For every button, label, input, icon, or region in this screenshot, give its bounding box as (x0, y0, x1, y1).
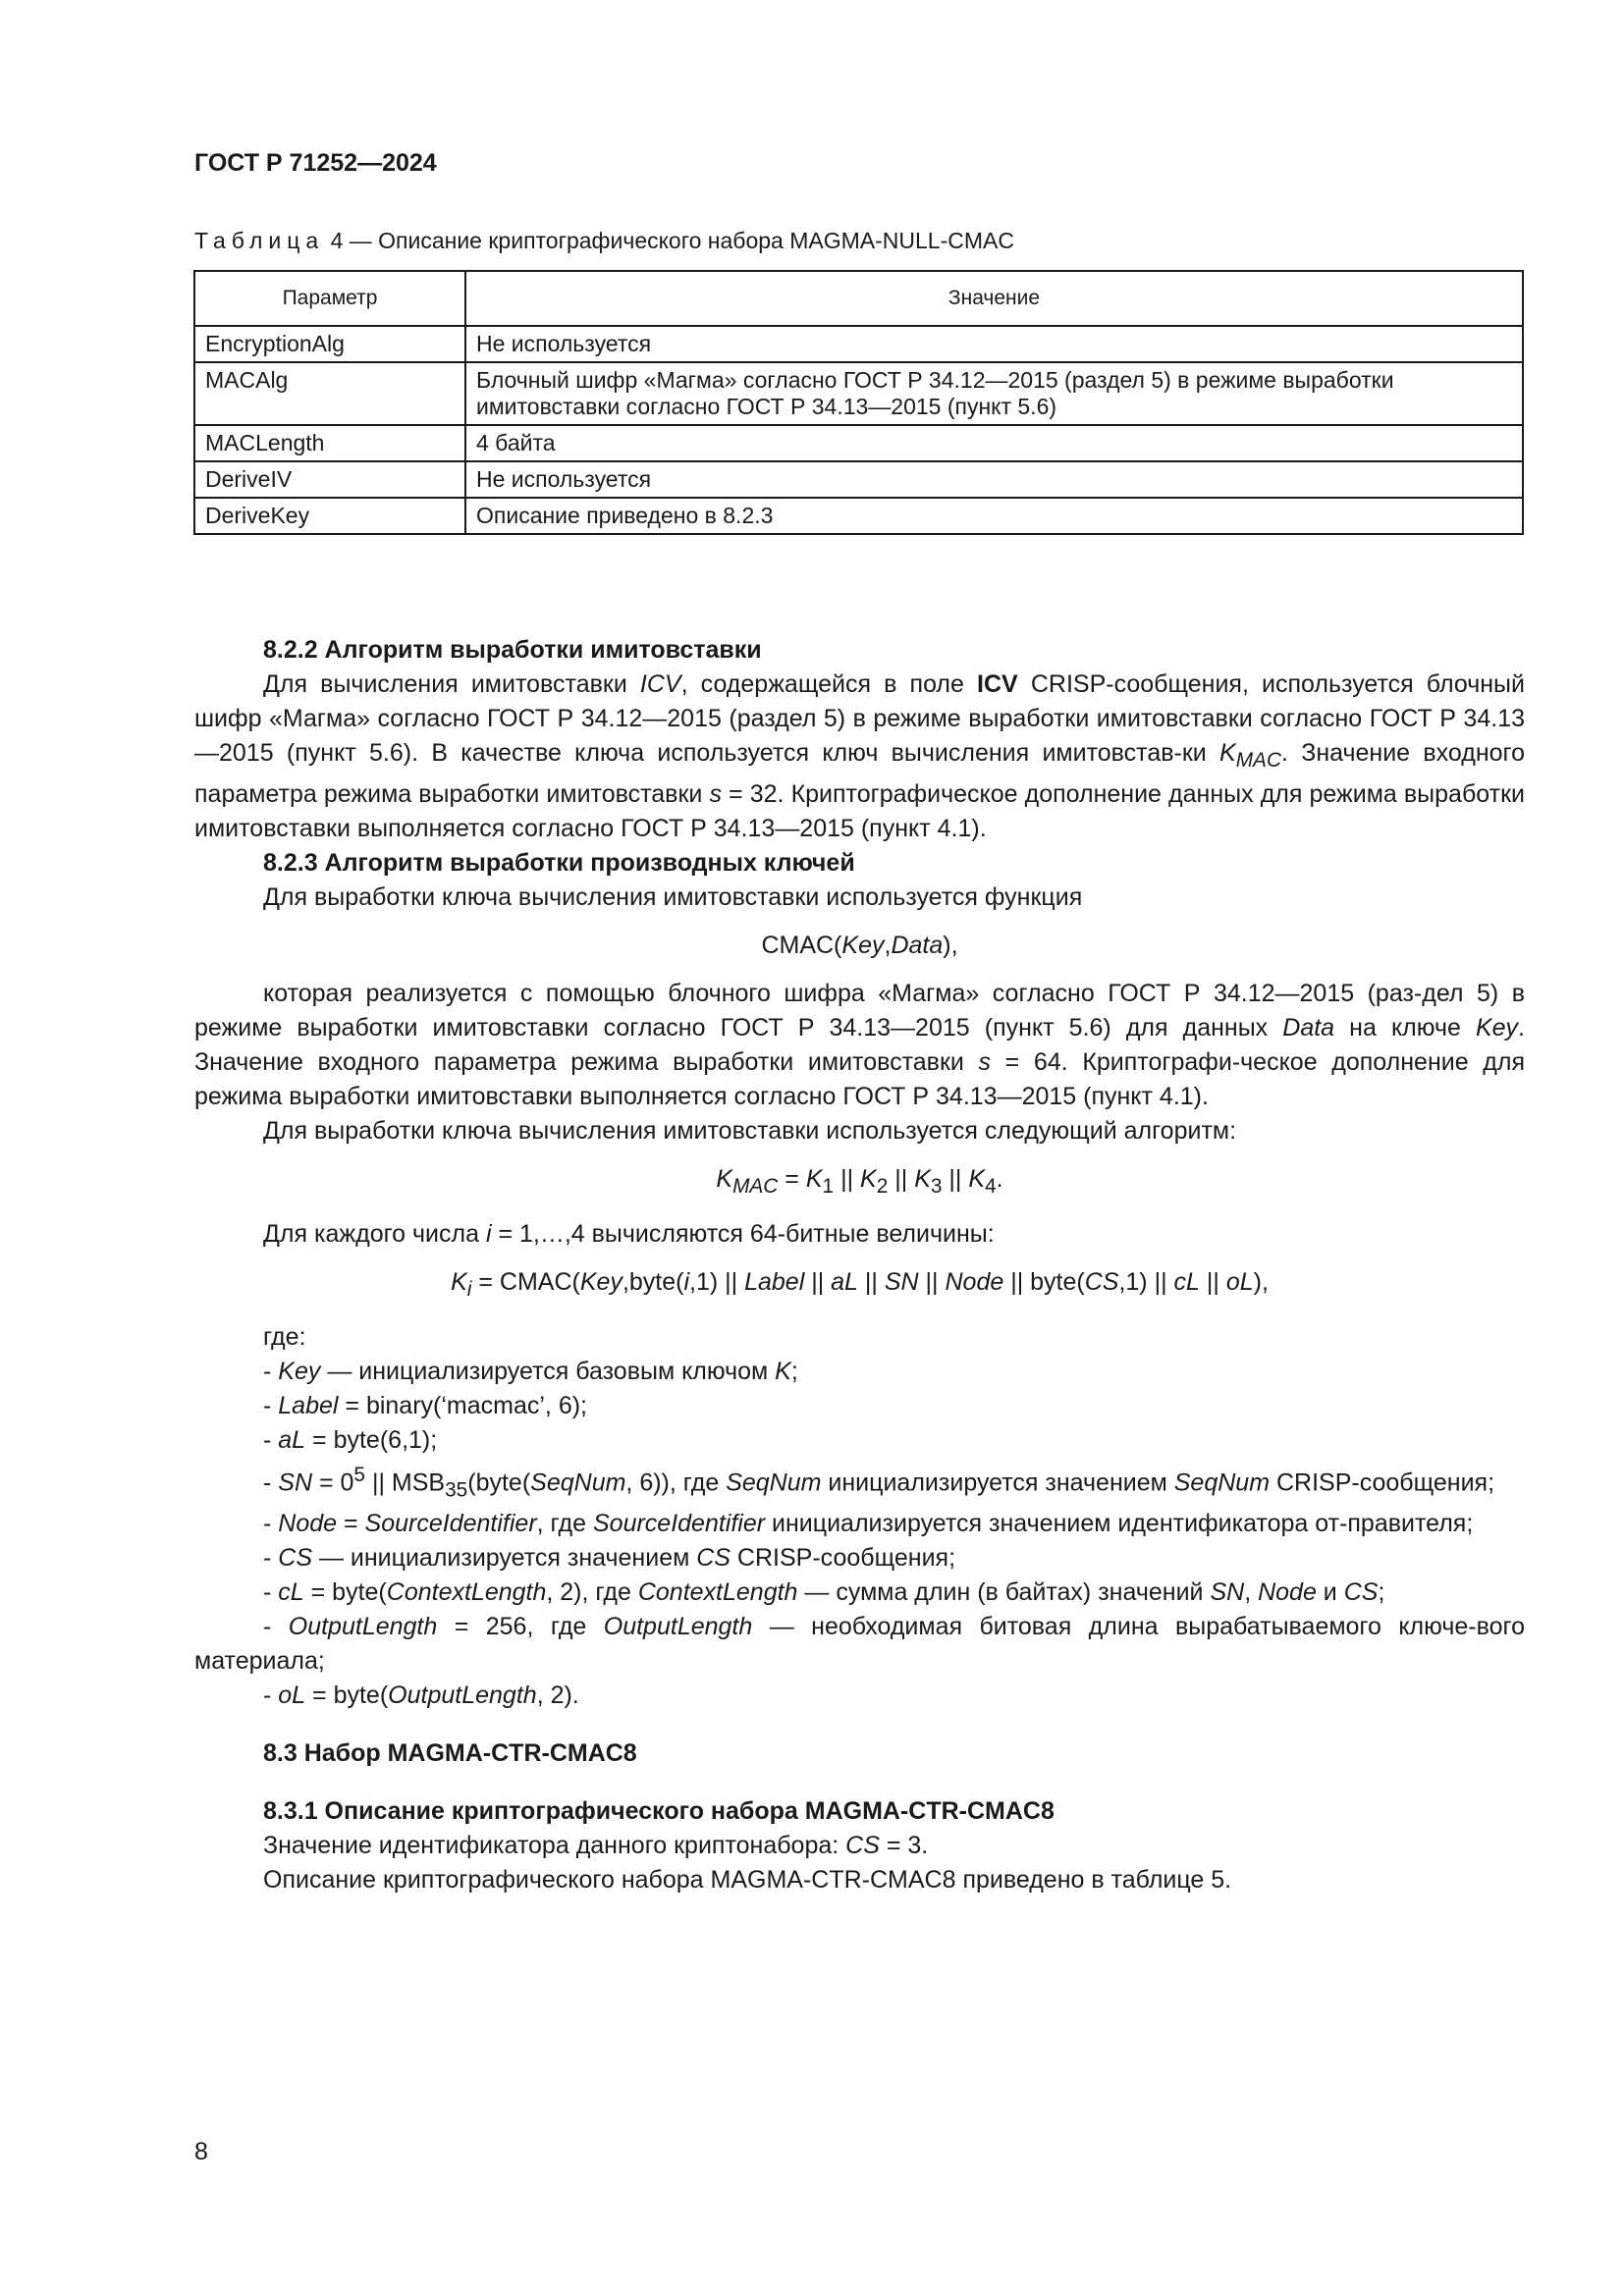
list-item: - cL = byte(ContextLength, 2), где ContextLength — сумма длин (в байтах) значений SN, Node и CS; (263, 1578, 1385, 1607)
value-cell: Не используется (465, 326, 1523, 362)
table-row (194, 461, 1523, 498)
param-cell: DeriveIV (194, 461, 465, 498)
paragraph-823-cmac: которая реализуется с помощью блочного шифра «Магма» согласно ГОСТ Р 34.12—2015 (раз-дел 5) в режиме выработки имитовставки согласно ГОСТ Р 34.13—2015 (пункт 5.6) для данных Data на ключе Key. Значение входного параметра режима выработки имитовставки s = 64. Криптографи-ческое дополнение для режима выработки имитовставки выполняется согласно ГОСТ Р 34.13—2015 (пункт 4.1). (194, 980, 1525, 1110)
parameters-table (193, 270, 1524, 535)
table-row (194, 425, 1523, 461)
param-cell: DeriveKey (194, 498, 465, 534)
list-item: - CS — инициализируется значением CS CRISP-сообщения; (263, 1544, 956, 1573)
table-row (194, 498, 1523, 534)
table-header-row (194, 271, 1523, 326)
list-item: - oL = byte(OutputLength, 2). (263, 1682, 579, 1710)
section-heading-823: 8.2.3 Алгоритм выработки производных ключей (263, 849, 855, 877)
param-cell: MACAlg (194, 362, 465, 425)
document-header: ГОСТ Р 71252—2024 (194, 149, 437, 177)
paragraph-822: Для вычисления имитовставки ICV, содержащейся в поле ICV CRISP-сообщения, используется блочный шифр «Магма» согласно ГОСТ Р 34.12—2015 (раздел 5) в режиме выработки имитовставки согласно ГОСТ Р 34.13—2015 (пункт 5.6). В качестве ключа используется ключ вычисления имитовстав-ки $K_{MAC}$. Значение входного параметра режима выработки имитовставки s = 32. Криптографическое дополнение данных для режима выработки имитовставки выполняется согласно ГОСТ Р 34.13—2015 (пункт 4.1). (194, 670, 1525, 842)
table-caption-text: 4 — Описание криптографического набора MAGMA-NULL-CMAC (330, 228, 1014, 253)
value-cell: 4 байта (465, 425, 1523, 461)
section-heading-831: 8.3.1 Описание криптографического набора MAGMA-CTR-CMAC8 (263, 1797, 1055, 1826)
formula-ki: $K_i$ = CMAC(Key,byte(i,1) || Label || aL || SN || Node || byte(CS,1) || cL || oL), (451, 1268, 1269, 1301)
table-caption-label: Таблица (194, 228, 325, 253)
paragraph-831-ref: Описание криптографического набора MAGMA-CTR-CMAC8 приведено в таблице 5. (263, 1866, 1232, 1895)
page-number: 8 (194, 2138, 208, 2165)
table-row (194, 362, 1523, 425)
value-cell: Блочный шифр «Магма» согласно ГОСТ Р 34.12—2015 (раздел 5) в режиме выработки имитовставки согласно ГОСТ Р 34.13—2015 (пункт 5.6) (465, 362, 1523, 425)
paragraph-823-each: Для каждого числа i = 1,…,4 вычисляются 64-битные величины: (263, 1220, 995, 1248)
where-label: где: (263, 1323, 306, 1351)
list-item: - aL = byte(6,1); (263, 1426, 438, 1454)
param-cell: MACLength (194, 425, 465, 461)
section-heading-83: 8.3 Набор MAGMA-CTR-CMAC8 (263, 1739, 637, 1768)
paragraph-823-algorithm: Для выработки ключа вычисления имитовставки используется следующий алгоритм: (263, 1117, 1237, 1145)
list-item: - Node = SourceIdentifier, где SourceIdentifier инициализируется значением идентификатора от-правителя; (263, 1510, 1474, 1538)
list-item: - Label = binary(‘macmac’, 6); (263, 1392, 587, 1419)
list-item: - OutputLength = 256, где OutputLength — необходимая битовая длина вырабатываемого ключе-вого материала; (194, 1613, 1525, 1676)
formula-kmac: $K_{MAC} = K_1$ || $K_2$ || $K_3$ || $K_4$. (716, 1165, 1003, 1198)
document-body (194, 633, 1525, 1897)
table-caption (194, 228, 1014, 254)
value-cell: Описание приведено в 8.2.3 (465, 498, 1523, 534)
paragraph-831-id: Значение идентификатора данного криптонабора: CS = 3. (263, 1832, 929, 1860)
list-item: - Key — инициализируется базовым ключом K; (263, 1358, 798, 1385)
list-item: - SN = $0^5$ || $MSB_{35}(byte(SeqNum$, 6)), где SeqNum инициализируется значением SeqNum CRISP-сообщения; (263, 1464, 1495, 1502)
column-header-parameter: Параметр (194, 271, 465, 326)
param-cell: EncryptionAlg (194, 326, 465, 362)
column-header-value: Значение (465, 271, 1523, 326)
value-cell: Не используется (465, 461, 1523, 498)
formula-cmac: CMAC(Key,Data), (761, 932, 958, 959)
paragraph-823-intro: Для выработки ключа вычисления имитовставки используется функция (263, 883, 1083, 911)
table-row (194, 326, 1523, 362)
section-heading-822: 8.2.2 Алгоритм выработки имитовставки (263, 636, 762, 664)
